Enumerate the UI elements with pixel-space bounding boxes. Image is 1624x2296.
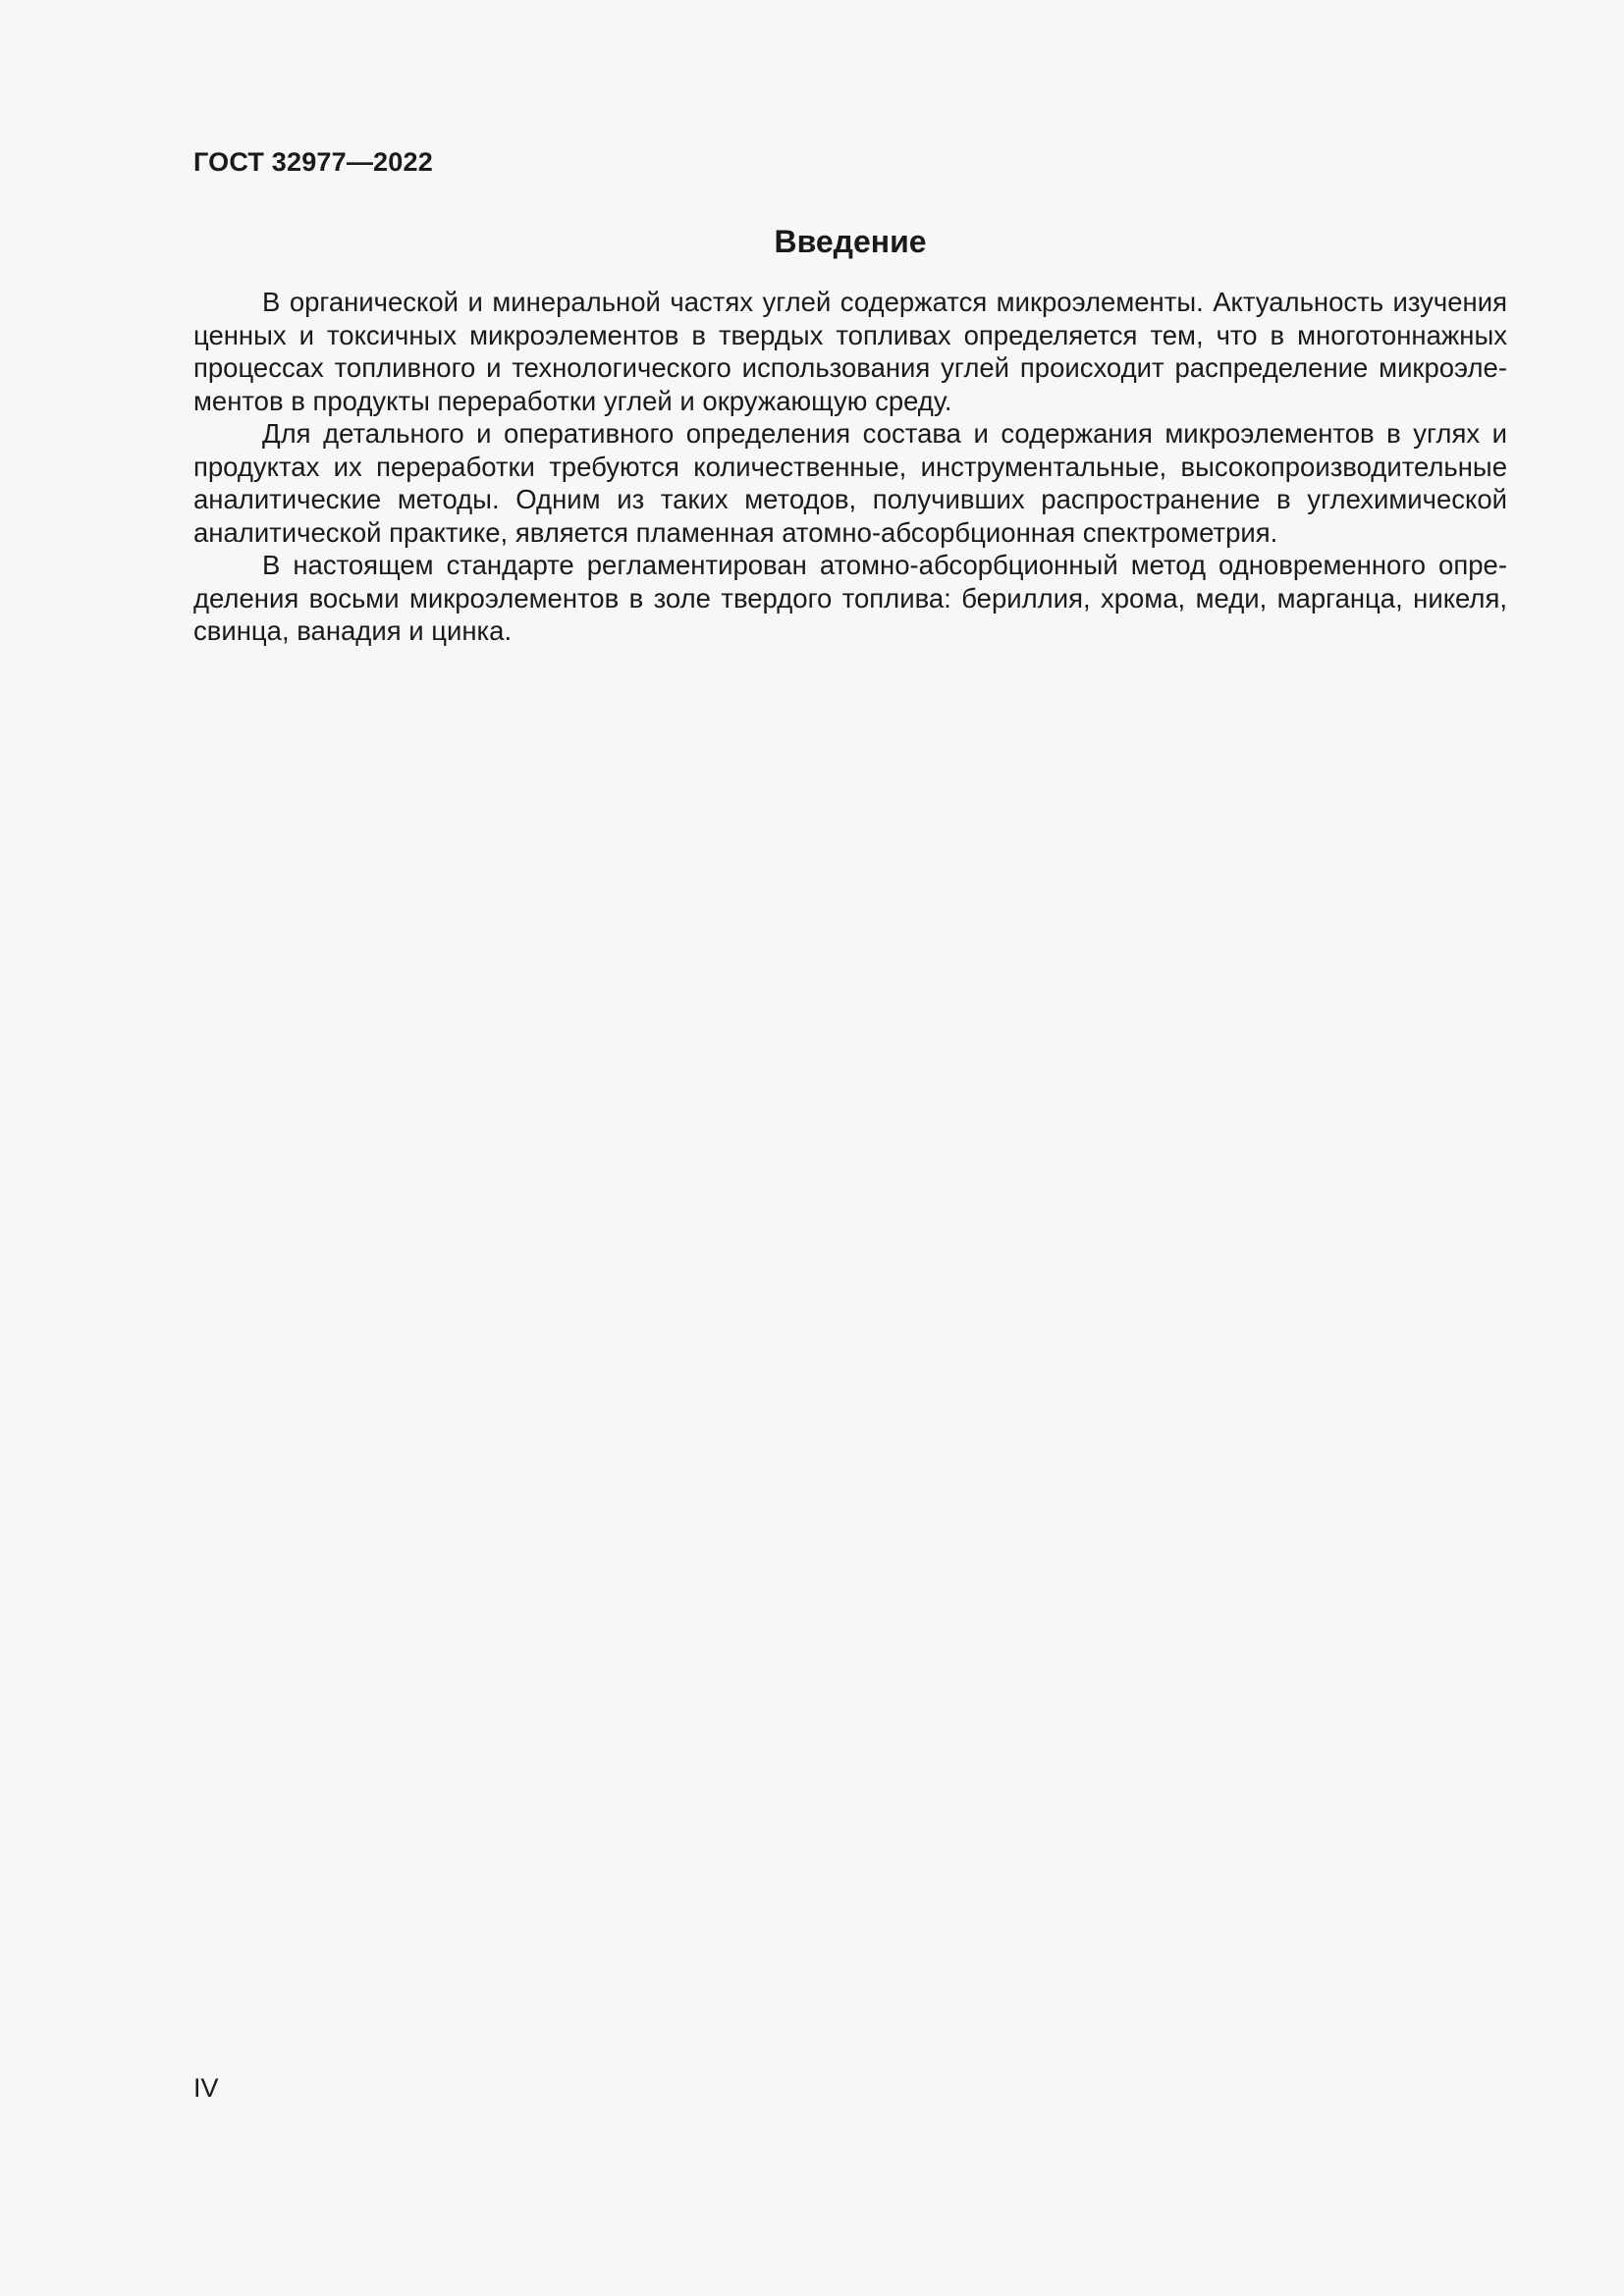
- paragraph: В настоящем стандарте регламентирован атомно-абсорбционный метод одновременного определения восьми микроэлементов в золе твердого топлива: бериллия, хрома, меди, марганца, никеля, свинца, ванадия и цинка.: [193, 550, 1507, 646]
- paragraph: В органической и минеральной частях углей содержатся микроэлементы. Актуальность изучения ценных и токсичных микроэлементов в твердых топливах определяется тем, что в многотоннажных процессах топливного и технологического использования углей происходит распределение микроэлементов в продукты переработки углей и окружающую среду.: [193, 287, 1507, 416]
- document-code-header: ГОСТ 32977—2022: [193, 147, 433, 177]
- page-number: IV: [193, 2073, 219, 2103]
- section-body: [193, 286, 1507, 648]
- section-title: Введение: [774, 224, 927, 259]
- paragraph: Для детального и оперативного определения состава и содержания микроэлементов в углях и продуктах их переработки требуются количественные, инструментальные, высокопроизводительные аналитические методы. Одним из таких методов, получивших распространение в углехимической аналитической практике, является пламенная атомно-абсорбционная спектрометрия.: [193, 418, 1507, 548]
